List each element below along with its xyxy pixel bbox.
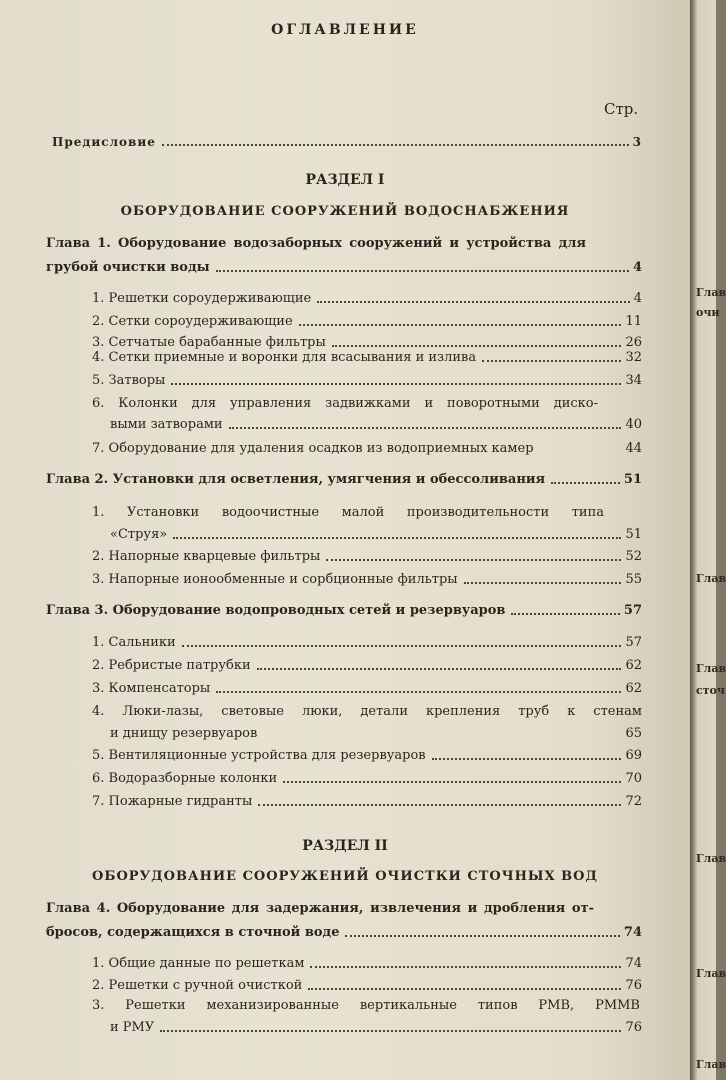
leader-dots — [432, 758, 622, 760]
page-number: 3 — [632, 135, 642, 149]
adjacent-text-fragment: Глав — [696, 572, 726, 585]
toc-entry: 3. Сетчатые барабанные фильтры 26 — [92, 335, 642, 350]
leader-dots — [162, 144, 629, 146]
adjacent-text-fragment: Глав — [696, 1058, 726, 1071]
toc-entry-chapter: грубой очистки воды 4 — [46, 260, 642, 275]
leader-dots — [182, 645, 622, 647]
leader-dots — [299, 324, 622, 326]
section-title: ОБОРУДОВАНИЕ СООРУЖЕНИЙ ВОДОСНАБЖЕНИЯ — [120, 204, 570, 219]
leader-dots — [332, 345, 622, 347]
toc-entry-line1: 1. Установки водоочистные малой производительности типа — [92, 505, 604, 520]
section-title: ОБОРУДОВАНИЕ СООРУЖЕНИЙ ОЧИСТКИ СТОЧНЫХ ВОД — [92, 869, 598, 884]
toc-entry: 3. Компенсаторы 62 — [92, 681, 642, 696]
toc-entry: 7. Пожарные гидранты 72 — [92, 794, 642, 809]
leader-dots — [216, 691, 621, 693]
adjacent-text-fragment: Глав — [696, 286, 726, 299]
toc-entry-chapter: бросов, содержащихся в сточной воде 74 — [46, 925, 642, 940]
toc-entry: 3. Напорные ионообменные и сорбционные фильтры 55 — [92, 572, 642, 587]
leader-dots — [216, 270, 629, 272]
leader-dots — [317, 301, 629, 303]
toc-entry: 2. Решетки с ручной очисткой 76 — [92, 978, 642, 993]
toc-entry: 6. Водоразборные колонки 70 — [92, 771, 642, 786]
chapter-heading: Глава 4. Оборудование для задержания, извлечения и дробления от- — [46, 901, 594, 916]
toc-entry: 2. Напорные кварцевые фильтры 52 — [92, 549, 642, 564]
adjacent-page-edge — [690, 0, 726, 1080]
toc-entry-line1: 3. Решетки механизированные вертикальные типов РМВ, РММВ — [92, 998, 640, 1013]
section-label: РАЗДЕЛ II — [302, 838, 388, 854]
toc-title: ОГЛАВЛЕНИЕ — [271, 22, 419, 38]
toc-entry: 4. Сетки приемные и воронки для всасывания и излива 32 — [92, 350, 642, 365]
toc-entry: 1. Общие данные по решеткам 74 — [92, 956, 642, 971]
leader-dots — [258, 804, 621, 806]
leader-dots — [345, 935, 619, 937]
toc-entry: 2. Ребристые патрубки 62 — [92, 658, 642, 673]
toc-entry: 7. Оборудование для удаления осадков из водоприемных камер 44 — [92, 441, 642, 456]
leader-dots — [173, 537, 621, 539]
adjacent-text-fragment: очи — [696, 306, 720, 319]
leader-dots — [464, 582, 622, 584]
chapter-heading: Глава 1. Оборудование водозаборных сооружений и устройства для — [46, 236, 586, 251]
toc-entry: выми затворами 40 — [110, 417, 642, 432]
toc-entry-line1: 4. Люки-лазы, световые люки, детали крепления труб к стенам — [92, 704, 642, 719]
leader-dots — [283, 781, 621, 783]
adjacent-text-fragment: Глав — [696, 662, 726, 675]
adjacent-text-fragment: Глав — [696, 852, 726, 865]
toc-entry: 5. Затворы 34 — [92, 373, 642, 388]
leader-dots — [229, 427, 622, 429]
adjacent-text-fragment: Глав — [696, 967, 726, 980]
toc-entry-chapter: Глава 2. Установки для осветления, умягчения и обессоливания 51 — [46, 472, 642, 487]
leader-dots — [511, 613, 619, 615]
section-label: РАЗДЕЛ I — [305, 172, 385, 188]
leader-dots — [160, 1030, 621, 1032]
toc-entry: и днищу резервуаров 65 — [110, 726, 642, 741]
toc-entry-line1: 6. Колонки для управления задвижками и поворотными диско- — [92, 396, 598, 411]
leader-dots — [310, 966, 621, 968]
leader-dots — [171, 383, 621, 385]
toc-entry: 5. Вентиляционные устройства для резервуаров 69 — [92, 748, 642, 763]
toc-entry: «Струя» 51 — [110, 527, 642, 542]
adjacent-text-fragment: сточ — [696, 684, 725, 697]
toc-entry-chapter: Глава 3. Оборудование водопроводных сетей и резервуаров 57 — [46, 603, 642, 618]
toc-entry-preface: Предисловие 3 — [52, 135, 642, 149]
toc-entry: 2. Сетки сороудерживающие 11 — [92, 314, 642, 329]
leader-dots — [482, 360, 621, 362]
leader-dots — [257, 668, 622, 670]
leader-dots — [308, 988, 621, 990]
toc-entry: 1. Сальники 57 — [92, 635, 642, 650]
toc-entry: и РМУ 76 — [110, 1020, 642, 1035]
leader-dots — [326, 559, 621, 561]
page-column-label: Стр. — [604, 100, 639, 118]
leader-dots — [551, 482, 620, 484]
toc-entry: 1. Решетки сороудерживающие 4 — [92, 291, 642, 306]
